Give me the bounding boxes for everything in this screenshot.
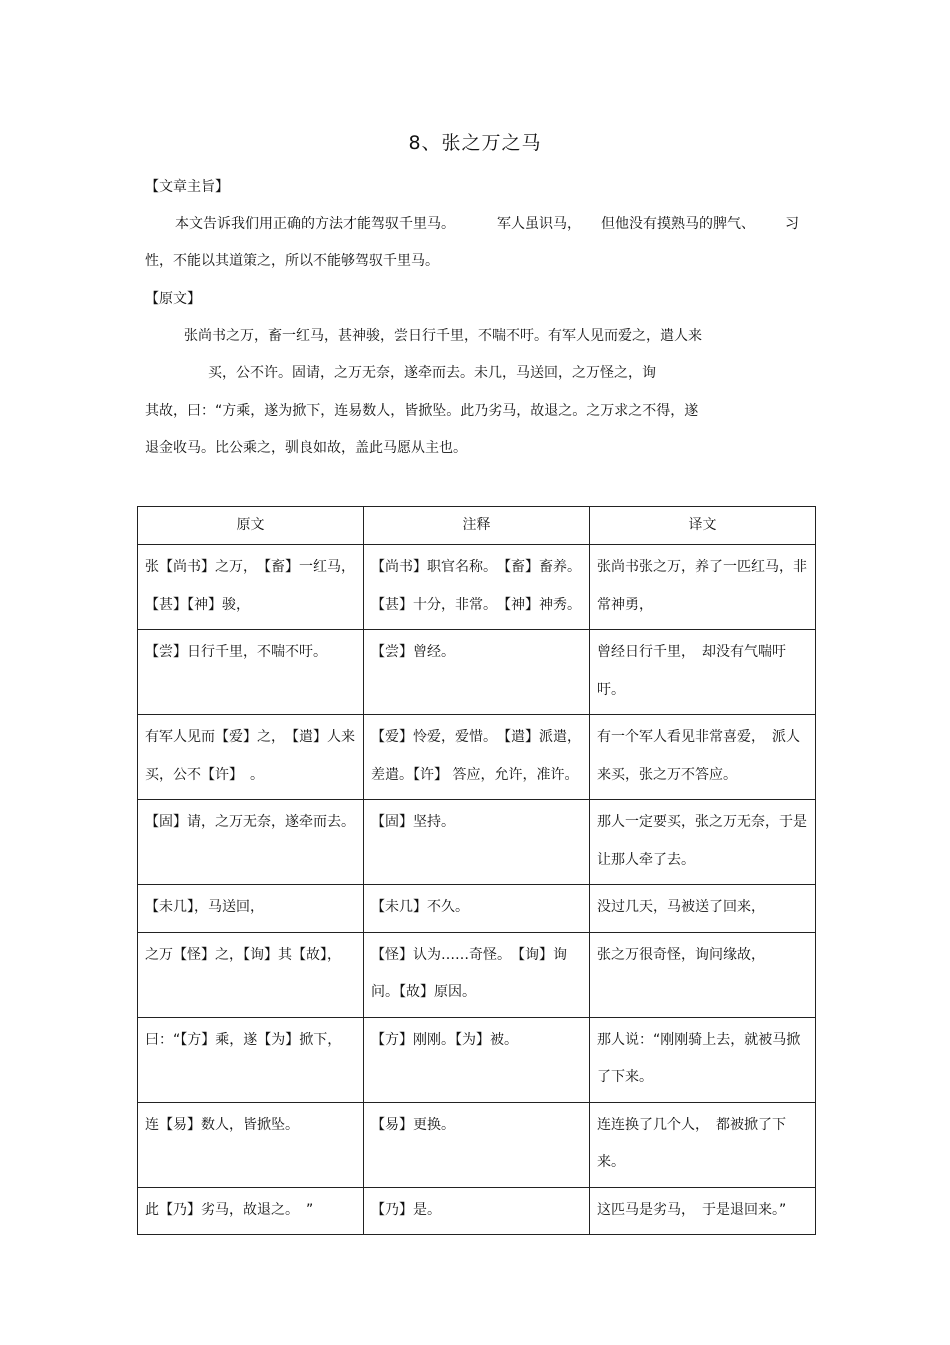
theme-text-d: 习 <box>785 216 799 232</box>
cell-translation: 这匹马是劣马， 于是退回来。” <box>590 1187 816 1235</box>
cell-notes: 【尚书】职官名称。 【畜】畜养。【甚】十分，非常。 【神】神秀。 <box>364 545 590 630</box>
cell-notes: 【尝】曾经。 <box>364 630 590 715</box>
table-header-row <box>138 507 816 545</box>
original-text-line-4: 退金收马。比公乘之，驯良如故，盖此马愿从主也。 <box>145 440 467 456</box>
cell-notes: 【怪】认为……奇怪。 【询】询问。【故】原因。 <box>364 932 590 1017</box>
cell-translation: 张之万很奇怪，询问缘故， <box>590 932 816 1017</box>
cell-notes: 【易】更换。 <box>364 1102 590 1187</box>
original-text-line-2: 买，公不许。固请，之万无奈，遂牵而去。未几，马送回，之万怪之，询 <box>208 365 656 381</box>
cell-notes: 【未几】不久。 <box>364 885 590 933</box>
table-row <box>138 715 816 800</box>
cell-notes: 【爱】怜爱，爱惜。 【遣】派遣，差遣。【许】 答应，允许，准许。 <box>364 715 590 800</box>
table-row <box>138 932 816 1017</box>
cell-original: 张【尚书】之万， 【畜】一红马，【甚】【神】骏， <box>138 545 364 630</box>
header-original: 原文 <box>138 507 364 545</box>
theme-paragraph-line-1 <box>175 213 799 233</box>
page-title: 8、张之万之马 <box>408 132 542 154</box>
cell-translation: 那人一定要买，张之万无奈，于是让那人牵了去。 <box>590 800 816 885</box>
header-notes: 注释 <box>364 507 590 545</box>
header-translation: 译文 <box>590 507 816 545</box>
cell-original: 之万【怪】之，【询】其【故】， <box>138 932 364 1017</box>
cell-notes: 【乃】是。 <box>364 1187 590 1235</box>
cell-translation: 有一个军人看见非常喜爱， 派人来买，张之万不答应。 <box>590 715 816 800</box>
cell-original: 【尝】日行千里，不喘不吁。 <box>138 630 364 715</box>
theme-text-a: 本文告诉我们用正确的方法才能驾驭千里马。 <box>175 216 455 232</box>
cell-translation: 曾经日行千里， 却没有气喘吁吁。 <box>590 630 816 715</box>
table-row <box>138 885 816 933</box>
theme-text-b: 军人虽识马， <box>497 216 581 232</box>
cell-translation: 张尚书张之万，养了一匹红马，非常神勇， <box>590 545 816 630</box>
table-row <box>138 1017 816 1102</box>
table-row <box>138 630 816 715</box>
cell-original: 连【易】数人，皆掀坠。 <box>138 1102 364 1187</box>
original-heading: 【原文】 <box>145 291 201 307</box>
cell-notes: 【固】坚持。 <box>364 800 590 885</box>
table-row <box>138 545 816 630</box>
theme-heading: 【文章主旨】 <box>145 179 229 195</box>
cell-original: 【固】请，之万无奈，遂牵而去。 <box>138 800 364 885</box>
cell-original: 曰：“【方】乘，遂【为】掀下， <box>138 1017 364 1102</box>
cell-original: 【未几】，马送回， <box>138 885 364 933</box>
table-row <box>138 1102 816 1187</box>
theme-text-c: 但他没有摸熟马的脾气、 <box>601 216 755 232</box>
table-row <box>138 800 816 885</box>
cell-translation: 没过几天，马被送了回来， <box>590 885 816 933</box>
table-row <box>138 1187 816 1235</box>
cell-translation: 那人说：“刚刚骑上去，就被马掀了下来。 <box>590 1017 816 1102</box>
original-text-line-3: 其故，曰：“方乘，遂为掀下，连易数人，皆掀坠。此乃劣马，故退之。之万求之不得，遂 <box>145 403 699 419</box>
cell-translation: 连连换了几个人， 都被掀了下来。 <box>590 1102 816 1187</box>
cell-original: 有军人见而【爱】之， 【遣】人来买，公不【许】 。 <box>138 715 364 800</box>
annotation-table <box>137 506 816 1235</box>
original-text-line-1: 张尚书之万，畜一红马，甚神骏，尝日行千里，不喘不吁。有军人见而爱之，遣人来 <box>184 328 702 344</box>
theme-paragraph-line-2: 性，不能以其道策之，所以不能够驾驭千里马。 <box>145 253 439 269</box>
cell-notes: 【方】刚刚。【为】被。 <box>364 1017 590 1102</box>
cell-original: 此【乃】劣马，故退之。 ” <box>138 1187 364 1235</box>
